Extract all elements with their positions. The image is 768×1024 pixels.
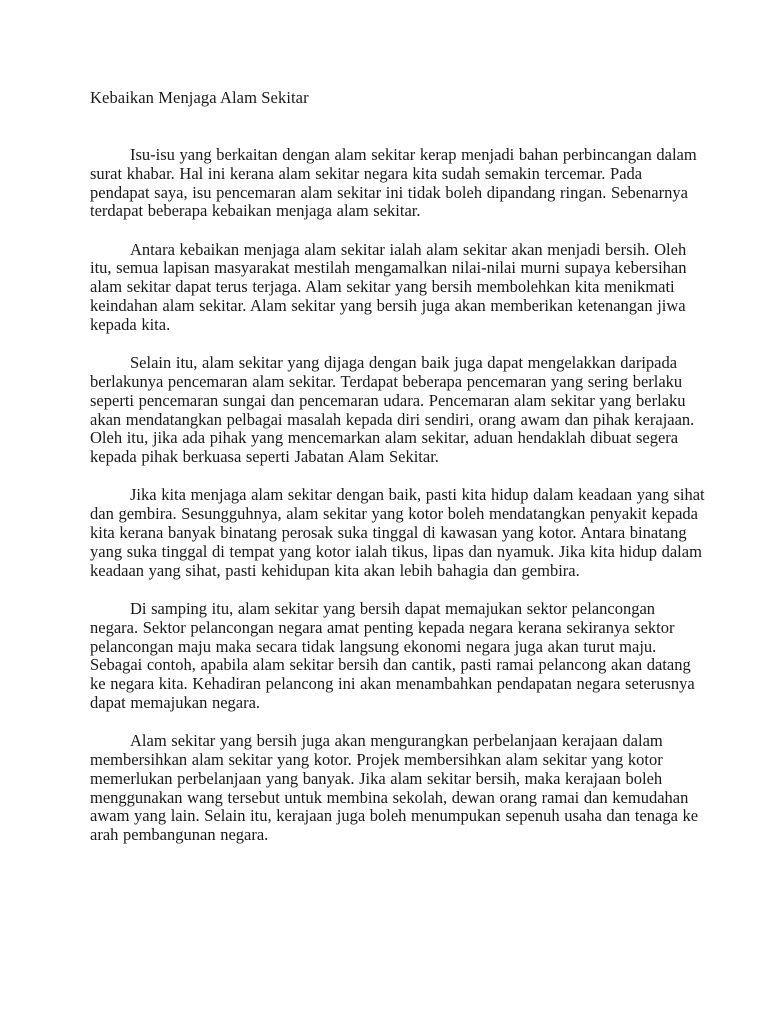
document-title: Kebaikan Menjaga Alam Sekitar — [90, 88, 309, 107]
paragraph-health: Jika kita menjaga alam sekitar dengan baik, pasti kita hidup dalam keadaan yang sihat dan gembira. Sesungguhnya, alam sekitar yang kotor boleh mendatangkan penyakit kepada kita kerana banyak binatang perosak suka tinggal di kawasan yang kotor. Antara binatang yang suka tinggal di tempat yang kotor ialah tikus, lipas dan nyamuk. Jika kita hidup dalam keadaan yang sihat, pasti kehidupan kita akan lebih bahagia dan gembira. — [90, 485, 705, 580]
paragraph-tourism: Di samping itu, alam sekitar yang bersih dapat memajukan sektor pelancongan negara. Sektor pelancongan negara amat penting kepada negara kerana sekiranya sektor pelancongan maju maka secara tidak langsung ekonomi negara juga akan turut maju. Sebagai contoh, apabila alam sekitar bersih dan cantik, pasti ramai pelancong akan datang ke negara kita. Kehadiran pelancong ini akan menambahkan pendapatan negara seterusnya dapat memajukan negara. — [90, 598, 695, 712]
paragraph-government-spending: Alam sekitar yang bersih juga akan mengurangkan perbelanjaan kerajaan dalam membersihkan alam sekitar yang kotor. Projek membersihkan alam sekitar yang kotor memerlukan perbelanjaan yang banyak. Jika alam sekitar bersih, maka kerajaan boleh menggunakan wang tersebut untuk membina sekolah, dewan orang ramai dan kemudahan awam yang lain. Selain itu, kerajaan juga boleh menumpukan sepenuh usaha dan tenaga ke arah pembangunan negara. — [90, 731, 699, 845]
paragraph-introduction: Isu-isu yang berkaitan dengan alam sekitar kerap menjadi bahan perbincangan dalam surat khabar. Hal ini kerana alam sekitar negara kita sudah semakin tercemar. Pada pendapat saya, isu pencemaran alam sekitar ini tidak boleh dipandang ringan. Sebenarnya terdapat beberapa kebaikan menjaga alam sekitar. — [90, 145, 697, 221]
paragraph-cleanliness: Antara kebaikan menjaga alam sekitar ialah alam sekitar akan menjadi bersih. Oleh itu, semua lapisan masyarakat mestilah mengamalkan nilai-nilai murni supaya kebersihan alam sekitar dapat terus terjaga. Alam sekitar yang bersih membolehkan kita menikmati keindahan alam sekitar. Alam sekitar yang bersih juga akan memberikan ketenangan jiwa kepada kita. — [90, 239, 687, 334]
paragraph-pollution-prevention: Selain itu, alam sekitar yang dijaga dengan baik juga dapat mengelakkan daripada berlakunya pencemaran alam sekitar. Terdapat beberapa pencemaran yang sering berlaku seperti pencemaran sungai dan pencemaran udara. Pencemaran alam sekitar yang berlaku akan mendatangkan pelbagai masalah kepada diri sendiri, orang awam dan pihak kerajaan. Oleh itu, jika ada pihak yang mencemarkan alam sekitar, aduan hendaklah dibuat segera kepada pihak berkuasa seperti Jabatan Alam Sekitar. — [90, 353, 695, 467]
document-content — [90, 88, 706, 865]
